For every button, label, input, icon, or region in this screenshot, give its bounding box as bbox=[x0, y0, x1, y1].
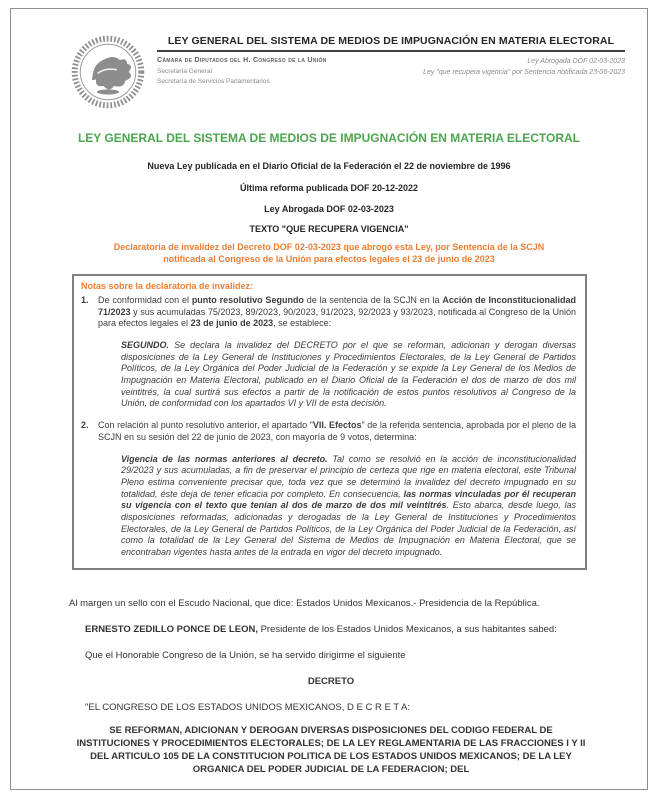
text-run: Vigencia de las normas anteriores al decreto. bbox=[121, 453, 328, 464]
coat-of-arms-seal-icon bbox=[65, 35, 151, 109]
header-law-title: LEY GENERAL DEL SISTEMA DE MEDIOS DE IMPUGNACIÓN EN MATERIA ELECTORAL bbox=[157, 35, 625, 52]
text-run: Con relación al punto resolutivo anterior, el apartado " bbox=[98, 420, 313, 431]
org-secretariat-general: Secretaría General bbox=[157, 67, 212, 75]
text-run: Acción de Inconstitucionalidad 71/2023 bbox=[98, 294, 576, 317]
sentence-quote-vigencia bbox=[121, 454, 576, 559]
text-run: de la sentencia de la SCJN en la bbox=[303, 294, 443, 305]
decreto-heading: DECRETO bbox=[307, 676, 355, 688]
abrogated-line: Ley Abrogada DOF 02-03-2023 bbox=[264, 204, 394, 214]
issuing-organization bbox=[157, 56, 327, 87]
text-run: " de la referida sentencia, aprobada por el pleno de la SCJN en su sesión del 22 de junio de 2023, con mayoría de 9 votos, determina: bbox=[98, 420, 577, 442]
president-paragraph bbox=[69, 623, 593, 636]
publication-line: Nueva Ley publicada en el Diario Oficial de la Federación el 22 de noviembre de 1996 bbox=[147, 161, 511, 171]
declaration-line-2: notificada al Congreso de la Unión para efectos legales el 23 de junio de 2023 bbox=[163, 254, 495, 265]
notes-box-heading: Notas sobre la declaratoria de invalidez: bbox=[81, 281, 254, 292]
header-right-block bbox=[157, 35, 625, 87]
sentence-quote-segundo bbox=[121, 340, 576, 410]
mexican-coat-of-arms-logo bbox=[65, 35, 151, 109]
note-number: 1. bbox=[81, 294, 89, 305]
text-run: De conformidad con el bbox=[98, 294, 192, 305]
recovered-text-line: TEXTO "QUE RECUPERA VIGENCIA" bbox=[249, 224, 409, 234]
congress-intro-paragraph: Que el Honorable Congreso de la Unión, se ha servido dirigirme el siguiente bbox=[85, 649, 406, 661]
text-run: punto resolutivo Segundo bbox=[191, 294, 304, 305]
seal-margin-paragraph: Al margen un sello con el Escudo Nacional, que dice: Estados Unidos Mexicanos.- Presidencia de la República. bbox=[69, 597, 540, 609]
text-run: , se establece: bbox=[273, 318, 332, 329]
note-text bbox=[98, 420, 576, 443]
text-run: SEGUNDO. bbox=[121, 340, 170, 351]
note-text bbox=[98, 295, 576, 330]
text-run: las normas vinculadas por él recuperan su vigencia con el texto que tenían al dos de marzo de dos mil veintitrés bbox=[121, 488, 576, 511]
decree-body bbox=[69, 597, 593, 777]
law-status-notes bbox=[423, 56, 625, 87]
invalidity-declaration bbox=[11, 241, 647, 265]
org-chamber-line: Cámara de Diputados del H. Congreso de la Unión bbox=[157, 57, 327, 64]
org-secretariat-services: Secretaría de Servicios Parlamentarios bbox=[157, 77, 270, 85]
text-run: ERNESTO ZEDILLO PONCE DE LEON, bbox=[85, 623, 258, 635]
text-run: Tal como se resolvió en la acción de inconstitucionalidad 29/2023 y sus acumuladas, a fin de preservar el principio de certeza que rige en materia electoral, este Tribunal Pleno estima conveniente precisar que, toda vez que se determinó la invalidez del decreto impugnado en su totalidad, éste deja de tener eficacia por completo. En consecuencia, bbox=[121, 453, 576, 499]
reform-subject-heading: SE REFORMAN, ADICIONAN Y DEROGAN DIVERSAS DISPOSICIONES DEL CODIGO FEDERAL DE INSTITUCIONES Y PROCEDIMIENTOS ELECTORALES; DE LA LEY REGLAMENTARIA DE LAS FRACCIONES I Y II DEL ARTICULO 105 DE LA CONSTITUCION POLITICA DE LOS ESTADOS UNIDOS MEXICANOS; DE LA LEY ORGANICA DEL PODER JUDICIAL DE LA FEDERACION; DEL bbox=[76, 725, 586, 775]
congress-decreta-paragraph: "EL CONGRESO DE LOS ESTADOS UNIDOS MEXICANOS, D E C R E T A: bbox=[85, 702, 411, 714]
document-header bbox=[65, 35, 625, 111]
text-run: 23 de junio de 2023 bbox=[190, 318, 274, 329]
text-run: . Esto abarca, desde luego, las disposiciones reformadas, adicionadas y derogadas de la Ley General de Instituciones y Procedimientos Electorales, de la Ley General de Partidos Políticos, de la Ley Orgánica del Poder Judicial de la Federación, así como la totalidad de la Ley General del Sistema de Medios de Impugnación en Materia Electoral, que se encontraban vigentes hasta antes de la entrada en vigor del decreto impugnado. bbox=[121, 500, 576, 558]
note-item-1 bbox=[81, 295, 576, 330]
text-run: Se declara la invalidez del DECRETO por el que se reforman, adicionan y derogan diversas disposiciones de la Ley General de Instituciones y Procedimientos Electorales, de la Ley General de Partidos Políticos, de la Ley Orgánica del Poder Judicial de la Federación y se expide la Ley General de los Medios de Impugnación en Materia Electoral, publicado en el Diario Oficial de la Federación el dos de marzo de dos mil veintitrés, la cual surtirá sus efectos a partir de la notificación de estos puntos resolutivos al Congreso de la Unión, de conformidad con los apartados VI y VII de esta decisión. bbox=[121, 340, 576, 409]
status-recovered-line: Ley "que recupera vigencia" por Sentencia notificada 23-06-2023 bbox=[423, 69, 625, 77]
note-number: 2. bbox=[81, 420, 89, 431]
document-page bbox=[10, 8, 648, 790]
text-run: VII. Efectos bbox=[312, 420, 362, 431]
invalidity-notes-box bbox=[72, 274, 587, 569]
text-run: Presidente de los Estados Unidos Mexicanos, a sus habitantes sabed: bbox=[257, 623, 557, 635]
page-title: LEY GENERAL DEL SISTEMA DE MEDIOS DE IMPUGNACIÓN EN MATERIA ELECTORAL bbox=[77, 131, 581, 145]
last-reform-line: Última reforma publicada DOF 20-12-2022 bbox=[239, 183, 419, 193]
text-run: y sus acumuladas 75/2023, 89/2023, 90/2023, 91/2023, 92/2023 y 93/2023, notificada al Congreso de la Unión para efectos legales el bbox=[98, 306, 576, 329]
status-abrogated-line: Ley Abrogada DOF 02-03-2023 bbox=[527, 58, 625, 65]
declaration-line-1: Declaratoria de invalidez del Decreto DOF 02-03-2023 que abrogó esta Ley, por Sentencia de la SCJN bbox=[113, 242, 545, 252]
note-item-2 bbox=[81, 420, 576, 443]
